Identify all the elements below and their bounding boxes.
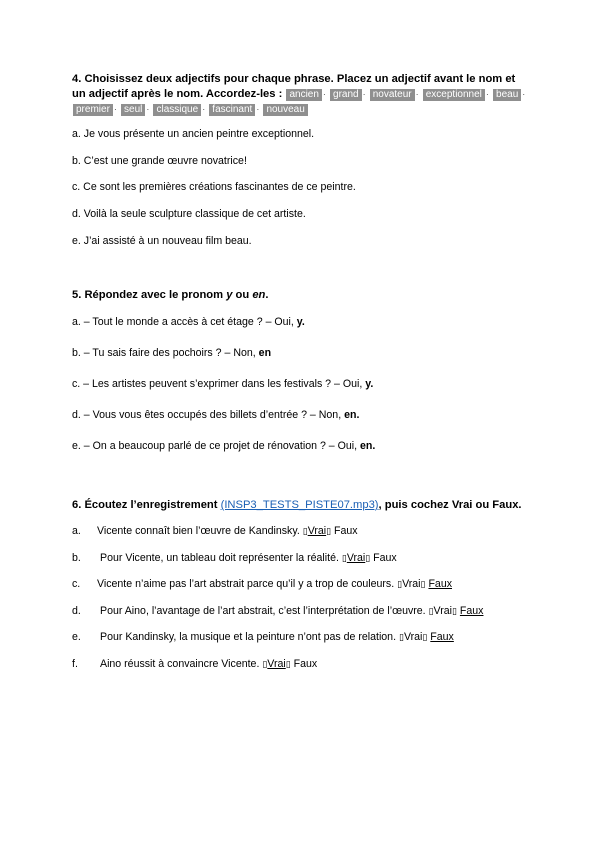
q6-item bbox=[72, 604, 483, 619]
word-separator: · bbox=[256, 104, 260, 114]
q4-item-a: a. Je vous présente un ancien peintre exceptionnel. bbox=[72, 128, 315, 140]
vrai-option[interactable]: Vrai bbox=[267, 658, 286, 670]
q5-item-answer: y. bbox=[296, 316, 305, 328]
q5-item-text: c. – Les artistes peuvent s’exprimer dans les festivals ? – Oui, bbox=[72, 378, 366, 390]
q6-item-text: Pour Kandinsky, la musique et la peinture n’ont pas de relation. bbox=[100, 631, 397, 643]
q5-item-text: b. – Tu sais faire des pochoirs ? – Non, bbox=[72, 347, 259, 359]
word-chip: grand bbox=[330, 89, 362, 101]
faux-checkbox[interactable]: ▯ bbox=[422, 633, 428, 643]
q5-title-or: ou bbox=[232, 289, 253, 301]
q4-title bbox=[72, 72, 530, 117]
q6-item-text: Vicente connaît bien l’œuvre de Kandinsky. bbox=[97, 525, 300, 537]
q5-item-text: d. – Vous vous êtes occupés des billets d’entrée ? – Non, bbox=[72, 409, 345, 421]
word-chip: novateur bbox=[370, 89, 415, 101]
word-chip: fascinant bbox=[209, 104, 255, 116]
q4-item-d: d. Voilà la seule sculpture classique de cet artiste. bbox=[72, 208, 306, 220]
q5-item-text: e. – On a beaucoup parlé de ce projet de rénovation ? – Oui, bbox=[72, 440, 360, 452]
q5-title-end: . bbox=[265, 289, 269, 301]
q6-title-text: 6. Écoutez l’enregistrement bbox=[72, 499, 221, 511]
q5-item-c bbox=[72, 377, 373, 391]
faux-option[interactable]: Faux bbox=[373, 552, 397, 564]
faux-option[interactable]: Faux bbox=[428, 578, 453, 590]
word-separator: · bbox=[146, 104, 150, 114]
q5-item-answer: y. bbox=[365, 378, 374, 390]
q5-item-answer: en. bbox=[344, 409, 360, 421]
q6-item-label: d. bbox=[72, 605, 81, 617]
word-separator: · bbox=[415, 89, 419, 99]
q6-title bbox=[72, 498, 530, 513]
vrai-option[interactable]: Vrai bbox=[307, 525, 327, 537]
q6-title-suffix: , puis cochez Vrai ou Faux. bbox=[378, 499, 522, 511]
q6-item bbox=[72, 524, 358, 539]
q4-title-text: 4. Choisissez deux adjectifs pour chaque phrase. Placez un adjectif avant le nom et un adjectif après le nom. Accordez-les : bbox=[72, 73, 516, 100]
vrai-checkbox[interactable]: ▯ bbox=[341, 554, 347, 564]
vrai-checkbox[interactable]: ▯ bbox=[397, 580, 403, 590]
word-chip: seul bbox=[121, 104, 145, 116]
q6-item-label: c. bbox=[72, 578, 81, 590]
q5-title bbox=[72, 288, 530, 303]
faux-option[interactable]: Faux bbox=[293, 658, 318, 670]
word-separator: · bbox=[362, 89, 366, 99]
q6-item-text: Vicente n’aime pas l’art abstrait parce qu’il y a trop de couleurs. bbox=[97, 578, 395, 590]
q6-item bbox=[72, 577, 452, 592]
word-chip: exceptionnel bbox=[423, 89, 485, 101]
vrai-option[interactable]: Vrai bbox=[346, 552, 366, 564]
faux-option[interactable]: Faux bbox=[334, 525, 358, 537]
q6-item-text: Pour Aino, l’avantage de l’art abstrait, c’est l’interprétation de l’œuvre. bbox=[100, 605, 426, 617]
word-chip: beau bbox=[493, 89, 521, 101]
word-separator: · bbox=[113, 104, 117, 114]
faux-checkbox[interactable]: ▯ bbox=[326, 527, 332, 537]
word-chip: classique bbox=[153, 104, 201, 116]
faux-checkbox[interactable]: ▯ bbox=[452, 607, 457, 617]
word-chip: premier bbox=[73, 104, 113, 116]
vrai-checkbox[interactable]: ▯ bbox=[262, 660, 268, 670]
q6-item-text: Aino réussit à convaincre Vicente. bbox=[100, 658, 260, 670]
q6-item-label: e. bbox=[72, 631, 81, 643]
faux-checkbox[interactable]: ▯ bbox=[420, 580, 426, 590]
q5-title-y: y bbox=[226, 289, 233, 301]
word-separator: · bbox=[522, 89, 526, 99]
q4-item-b: b. C’est une grande œuvre novatrice! bbox=[72, 155, 247, 167]
word-chip: ancien bbox=[286, 89, 321, 101]
q4-item-e: e. J’ai assisté à un nouveau film beau. bbox=[72, 235, 252, 247]
vrai-option[interactable]: Vrai bbox=[403, 631, 423, 643]
q4-item-c: c. Ce sont les premières créations fascinantes de ce peintre. bbox=[72, 181, 356, 193]
q5-item-answer: en. bbox=[360, 440, 376, 452]
faux-checkbox[interactable]: ▯ bbox=[365, 554, 371, 564]
q5-item-d bbox=[72, 408, 359, 422]
q5-title-en: en bbox=[252, 289, 266, 301]
word-separator: · bbox=[322, 89, 326, 99]
faux-option[interactable]: Faux bbox=[459, 605, 484, 617]
q6-item-label: a. bbox=[72, 525, 81, 537]
q5-item-b bbox=[72, 346, 271, 360]
q5-title-text: 5. Répondez avec le pronom bbox=[72, 289, 227, 301]
word-chip: nouveau bbox=[263, 104, 307, 116]
word-separator: · bbox=[202, 104, 206, 114]
vrai-checkbox[interactable]: ▯ bbox=[302, 527, 308, 537]
q5-item-answer: en bbox=[258, 347, 272, 359]
q5-item-text: a. – Tout le monde a accès à cet étage ? – Oui, bbox=[72, 316, 297, 328]
q6-item-label: f. bbox=[72, 658, 78, 670]
vrai-option[interactable]: Vrai bbox=[433, 605, 452, 617]
q6-item-text: Pour Vicente, un tableau doit représenter la réalité. bbox=[100, 552, 339, 564]
q6-item-label: b. bbox=[72, 552, 81, 564]
q5-item-a bbox=[72, 315, 305, 329]
word-separator: · bbox=[485, 89, 489, 99]
audio-file-link[interactable]: (INSP3_TESTS_PISTE07.mp3) bbox=[220, 499, 379, 511]
vrai-checkbox[interactable]: ▯ bbox=[398, 633, 404, 643]
q6-item bbox=[72, 657, 317, 672]
q6-item bbox=[72, 551, 397, 566]
vrai-option[interactable]: Vrai bbox=[402, 578, 421, 590]
faux-checkbox[interactable]: ▯ bbox=[285, 660, 291, 670]
faux-option[interactable]: Faux bbox=[430, 631, 454, 643]
q6-item bbox=[72, 630, 454, 645]
vrai-checkbox[interactable]: ▯ bbox=[428, 607, 434, 617]
q5-item-e bbox=[72, 439, 375, 453]
